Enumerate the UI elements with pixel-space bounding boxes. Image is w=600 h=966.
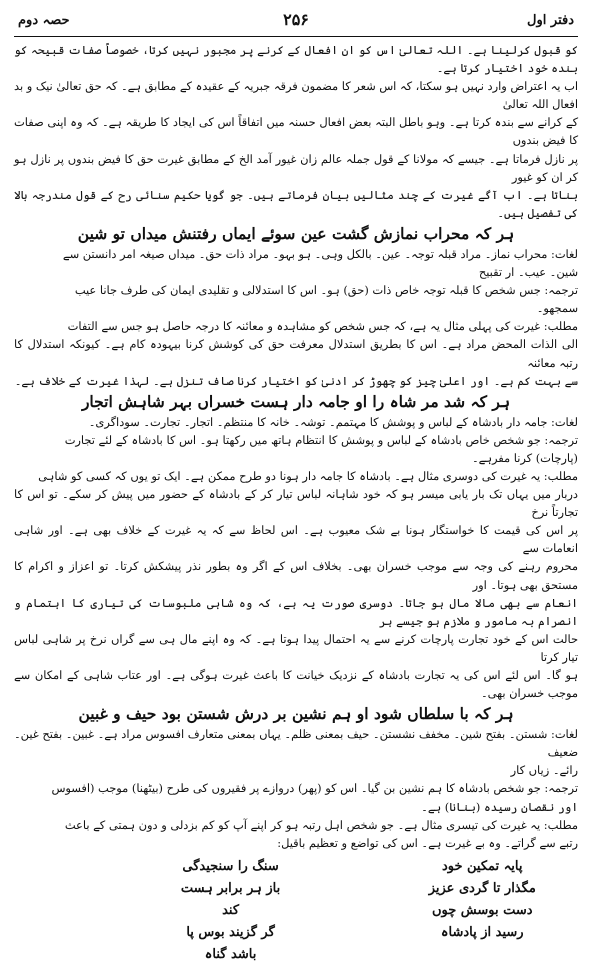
couplet-right-column bbox=[306, 856, 538, 966]
translation-line: (پارچات) کرنا مفرہے۔ bbox=[471, 450, 578, 465]
couplet-hemistich: گر گزیند بوس پا باشد گناہ bbox=[186, 924, 275, 962]
couplet-left-column bbox=[54, 856, 286, 966]
explanation-line: مطلب: یہ غیرت کی تیسری مثال ہے۔ جو شخص اہل رتبہ ہو کر اپنے آپ کو کم بزدلی و دون ہمتی کے باعث bbox=[64, 817, 578, 832]
text-line: بناتا ہے۔ اب آگے غیرت کے چند مثالیں بیان فرماتے ہیں۔ جو گویا حکیم سنائی رح کے قول مندرجہ بالا کی تفصیل ہیں۔ bbox=[14, 187, 578, 220]
persian-verse: ہر کہ با سلطاں شود او ہم نشین بر درش شستن بود حیف و غبین bbox=[78, 704, 514, 724]
closing-couplet bbox=[14, 856, 578, 966]
persian-verse: ہر کہ محراب نمازش گشت عین سوئے ایماں رفتنش میداں تو شین bbox=[77, 223, 515, 243]
text-line: پر نازل فرماتا ہے۔ جیسے کہ مولانا کے قول جملہ عالم زان غیور آمد الخ کے مطابق غیرت حق کا فیض بندوں پر نازل ہو کر ان کو غیور bbox=[14, 151, 578, 184]
translation-line: ترجمہ: جو شخص خاص بادشاہ کے لباس و پوشش کا انتظام ہاتھ میں رکھتا ہو۔ اس کا بادشاہ کے لئے تجارت bbox=[64, 432, 578, 447]
explanation-line: مطلب: غیرت کی پہلی مثال یہ ہے، کہ جس شخص کو مشاہدہ و معائنہ کا درجہ حاصل ہو جس سے التفات bbox=[67, 319, 578, 334]
volume-label: دفتر اول bbox=[527, 13, 574, 28]
glossary-line: شین۔ عیب۔ ار تقبیح bbox=[478, 265, 578, 280]
page-header bbox=[14, 8, 578, 34]
text-line: کو قبول کرلینا ہے۔ اللہ تعالیٰ اس کو ان افعال کے کرنے پر مجبور نہیں کرتا، خصوصاً صفات قبیحہ کو بندہ خود اختیار کرتا ہے۔ bbox=[14, 43, 578, 76]
explanation-line: ہو گا۔ اس لئے اس کی یہ تجارت بادشاہ کے نزدیک خیانت کا باعث غیرت ہوگی ہے۔ اور عتاب شاہی کے امکان سے موجب خسران بھی۔ bbox=[14, 668, 578, 701]
explanation-line: محروم رہنے کی وجہ سے موجب خسران بھی۔ بخلاف اس کے اگر وہ بطور نذر پیشکش کرتا۔ تو اعزاز و اکرام کا مستحق بھی ہوتا۔ اور bbox=[14, 559, 578, 592]
translation-line: ترجمہ: جس شخص کا قبلہ توجہ خاص ذات (حق) ہو۔ اس کا استدلالی و تقلیدی ایمان کی طرف جانا عیب bbox=[74, 283, 578, 298]
explanation-line: دربار میں یہاں تک بار یابی میسر ہو کہ خود شاہانہ لباس تیار کر کے بادشاہ کے حضور میں پیش کر سکے۔ تو اس کا تجارتاً نرخ bbox=[14, 487, 578, 520]
explanation-line: مطلب: یہ غیرت کی دوسری مثال ہے۔ بادشاہ کا جامہ دار ہونا دو طرح ممکن ہے۔ ایک تو یوں کہ کسی کو شاہی bbox=[38, 468, 578, 483]
explanation-line: الی الذات المحض مراد ہے۔ اس کا بطریق استدلال معرفت حق کی کوشش کرنا بیہودہ کام ہے۔ کیونکہ استدلال کا رتبہ معائنہ bbox=[14, 337, 578, 370]
glossary-line: رائے۔ زیاں کار bbox=[510, 763, 578, 778]
explanation-line: رتبے سے گراتے۔ وہ بے غیرت ہے۔ اس کی تواضع و تعظیم باقیل: bbox=[277, 835, 578, 850]
couplet-hemistich: سنگ را سنجیدگی باز ہر برابر ہست کند bbox=[180, 858, 281, 918]
translation-line: ترجمہ: جو شخص بادشاہ کا ہم نشین بن گیا۔ اس کو (پھر) دروازے پر فقیروں کی طرح (بیٹھنا) موجب (افسوس bbox=[51, 781, 578, 796]
glossary-line: لغات: جامہ دار بادشاہ کے لباس و پوشش کا مہتمم۔ توشہ۔ خانہ کا منتظم۔ اتجار۔ تجارت۔ سوداگری۔ bbox=[88, 414, 578, 429]
header-rule bbox=[14, 36, 578, 37]
couplet-hemistich: پایہ تمکین خود مگذار تا گردی عزیز bbox=[428, 858, 536, 896]
couplet-hemistich: دست بوسش چوں رسید از پادشاہ bbox=[431, 902, 533, 940]
text-line: اب یہ اعتراض وارد نہیں ہو سکتا، کہ اس شعر کا مضمون فرقہ جبریہ کے عقیدہ کے مطابق ہے۔ کہ حق تعالیٰ نیک و بد افعال اللہ تعالیٰ bbox=[14, 79, 578, 112]
translation-line: اور نقصان رسیدہ (بنانا) ہے۔ bbox=[421, 799, 578, 814]
text-body bbox=[14, 41, 578, 966]
page-number: ۲۵۶ bbox=[283, 10, 309, 29]
explanation-line: سے بہت کم ہے۔ اور اعلیٰ چیز کو چھوڑ کر ادنیٰ کو اختیار کرنا صاف تنزل ہے۔ لہذا غیرت کے خلاف ہے۔ bbox=[14, 373, 578, 388]
translation-line: سمجھو۔ bbox=[536, 301, 578, 316]
persian-verse: ہر کہ شد مر شاہ را او جامہ دار ہست خسراں بہر شاہش اتجار bbox=[81, 391, 511, 411]
section-label: حصہ دوم bbox=[18, 13, 70, 28]
explanation-line: حالت اس کے خود تجارت پارچات کرنے سے یہ احتمال پیدا ہوتا ہے۔ کہ وہ اپنے مال ہی سے گراں نرخ پر شاہی لباس تیار کرتا bbox=[14, 631, 578, 664]
explanation-line: انعام سے بھی مالا مال ہو جاتا۔ دوسری صورت یہ ہے، کہ وہ شاہی ملبوسات کی تیاری کا اہتمام و انصرام بہ مامور و ملازم ہو جیسے ہر bbox=[14, 595, 578, 628]
text-line: کے کرانے سے بندہ کرتا ہے۔ وہو باطل البتہ بعض افعال حسنہ میں اتفاقاً اس کی ایجاد کا طریقہ ہے۔ کہ وہ اپنی صفات کا فیض بندوں bbox=[14, 115, 578, 148]
explanation-line: پر اس کی قیمت کا خواستگار ہونا بے شک معیوب ہے۔ اس لحاظ سے کہ یہ غیرت کے خلاف بھی ہے۔ اور شاہی انعامات سے bbox=[14, 523, 578, 556]
glossary-line: لغات: محراب نماز۔ مراد قبلہ توجہ۔ عین۔ بالکل وہی۔ ہو بہو۔ مراد ذات حق۔ میداں صیغہ امر دانستن سے bbox=[62, 246, 578, 261]
glossary-line: لغات: شستن۔ بفتح شین۔ مخفف نشستن۔ حیف بمعنی ظلم۔ یہاں بمعنی متعارف افسوس مراد ہے۔ غبین۔ بفتح غین۔ ضعیف bbox=[14, 727, 578, 760]
